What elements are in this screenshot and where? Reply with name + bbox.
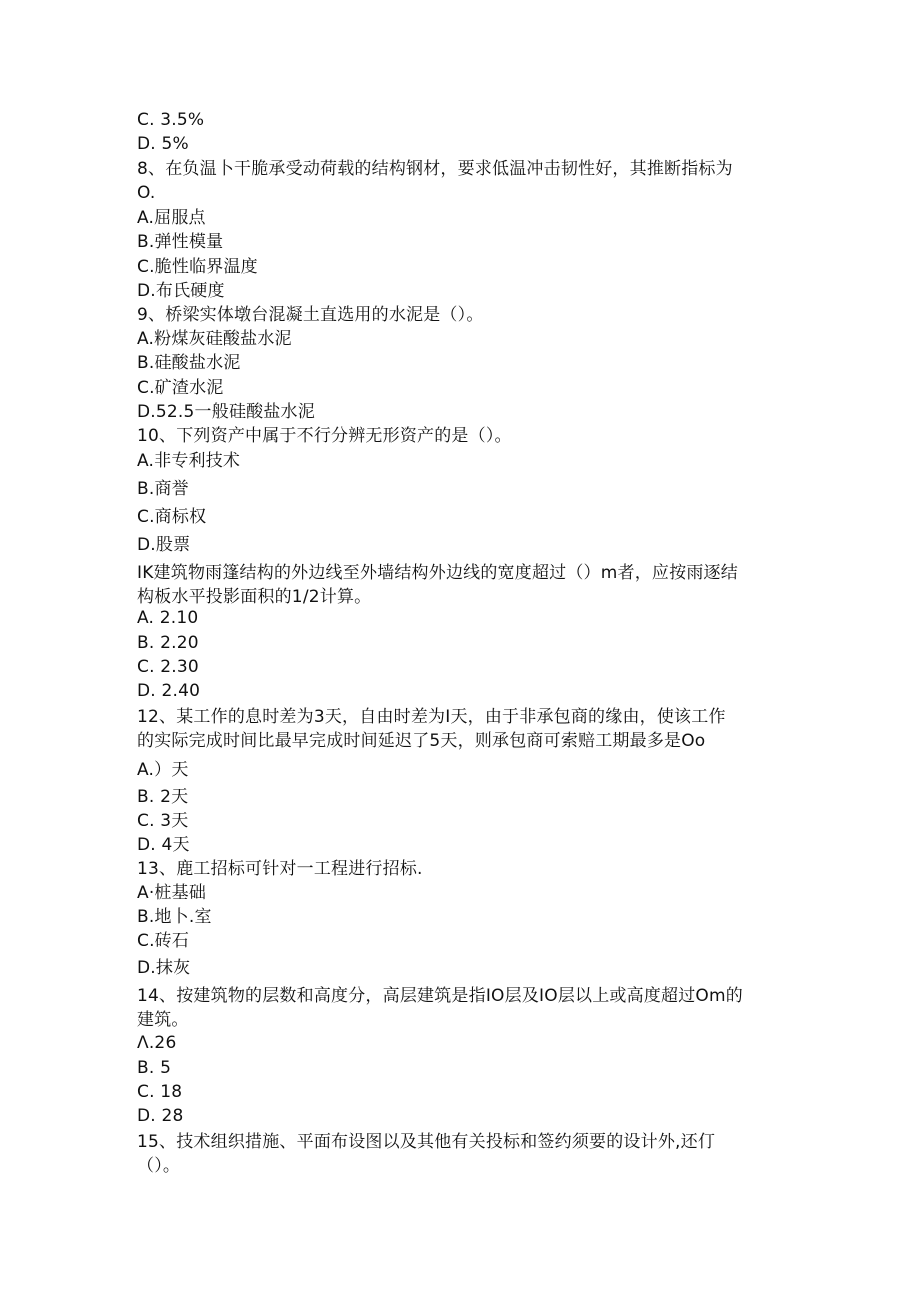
question-14: 14、按建筑物的层数和高度分，高层建筑是指IO层及IO层以上或高度超过Om的 <box>137 986 743 1006</box>
text-line: 构板水平投影面积的1/2计算。 <box>137 587 372 607</box>
option-line: C.脆性临界温度 <box>137 257 258 277</box>
option-line: A. 2.10 <box>137 608 199 628</box>
option-line: D.抹灰 <box>137 958 191 978</box>
option-line: B. 2天 <box>137 787 189 807</box>
option-line: C. 2.30 <box>137 657 199 677</box>
option-line: C.砖石 <box>137 931 190 951</box>
option-line: D. 28 <box>137 1106 184 1126</box>
option-line: A·桩基础 <box>137 883 207 903</box>
option-line: B.弹性模量 <box>137 232 224 252</box>
option-line: C. 18 <box>137 1082 183 1102</box>
option-line: C. 3天 <box>137 811 189 831</box>
option-line: B.硅酸盐水泥 <box>137 353 241 373</box>
question-9: 9、桥梁实体墩台混凝土直选用的水泥是（）。 <box>137 305 484 325</box>
option-line: D.股票 <box>137 535 191 555</box>
option-line: B.商誉 <box>137 479 189 499</box>
text-line: 建筑。 <box>137 1010 189 1030</box>
option-line: A.屈服点 <box>137 208 206 228</box>
option-line: B. 5 <box>137 1058 172 1078</box>
option-line: A.粉煤灰硅酸盐水泥 <box>137 329 292 349</box>
option-line: D. 2.40 <box>137 681 201 701</box>
question-12: 12、某工作的息时差为3天，自由时差为I天，由于非承包商的缘由，使该工作 <box>137 707 726 727</box>
question-11: IK建筑物雨篷结构的外边线至外墙结构外边线的宽度超过（）m者，应按雨逐结 <box>137 563 738 583</box>
question-10: 10、下列资产中属于不行分辨无形资产的是（）。 <box>137 426 512 446</box>
option-line: A.）天 <box>137 760 189 780</box>
question-8: 8、在负温卜干脆承受动荷载的结构钢材，要求低温冲击韧性好，其推断指标为 <box>137 159 733 179</box>
option-line: D. 4天 <box>137 835 190 855</box>
text-line: O. <box>137 183 156 203</box>
option-line: Λ.26 <box>137 1033 177 1053</box>
text-line: C. 3.5% <box>137 110 205 130</box>
option-line: C.商标权 <box>137 507 207 527</box>
option-line: A.非专利技术 <box>137 451 241 471</box>
option-line: B. 2.20 <box>137 633 199 653</box>
text-line: （）。 <box>137 1156 181 1176</box>
option-line: D.52.5一般硅酸盐水泥 <box>137 402 315 422</box>
option-line: C.矿渣水泥 <box>137 378 224 398</box>
text-line: D. 5% <box>137 134 189 154</box>
option-line: B.地卜.室 <box>137 907 212 927</box>
question-15: 15、技术组织措施、平面布设图以及其他有关投标和签约须要的设计外,还仃 <box>137 1132 716 1152</box>
question-13: 13、鹿工招标可针对一工程进行招标. <box>137 859 423 879</box>
text-line: 的实际完成时间比最早完成时间延迟了5天，则承包商可索赔工期最多是Oo <box>137 731 706 751</box>
option-line: D.布氏硬度 <box>137 281 225 301</box>
